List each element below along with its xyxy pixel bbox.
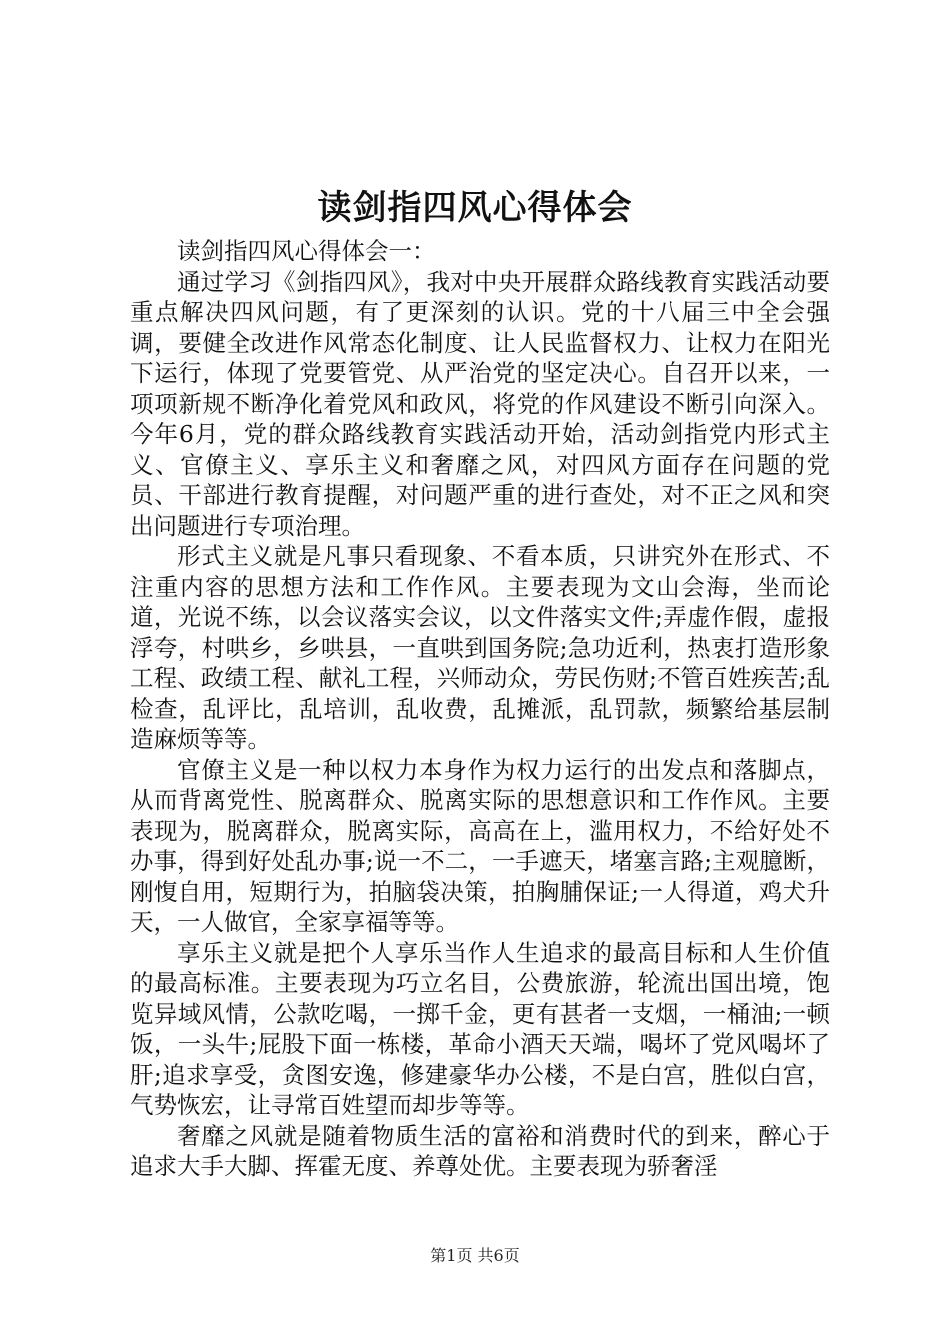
document-title: 读剑指四风心得体会	[317, 188, 633, 228]
paragraph: 形式主义就是凡事只看现象、不看本质，只讲究外在形式、不注重内容的思想方法和工作作风。主要表现为文山会海，坐而论道，光说不练，以会议落实会议，以文件落实文件;弄虚作假，虚报浮夸，村哄乡，乡哄县，一直哄到国务院;急功近利，热衷打造形象工程、政绩工程、献礼工程，兴师动众，劳民伤财;不管百姓疾苦;乱检查，乱评比，乱培训，乱收费，乱摊派，乱罚款，频繁给基层制造麻烦等等。	[130, 542, 830, 753]
paragraph: 通过学习《剑指四风》，我对中央开展群众路线教育实践活动要重点解决四风问题，有了更深刻的认识。党的十八届三中全会强调，要健全改进作风常态化制度、让人民监督权力、让权力在阳光下运行，体现了党要管党、从严治党的坚定决心。自召开以来，一项项新规不断净化着党风和政风，将党的作风建设不断引向深入。今年6月，党的群众路线教育实践活动开始，活动剑指党内形式主义、官僚主义、享乐主义和奢靡之风，对四风方面存在问题的党员、干部进行教育提醒，对问题严重的进行查处，对不正之风和突出问题进行专项治理。	[130, 267, 830, 540]
page-footer: 第1页 共6页	[430, 1246, 520, 1265]
paragraph-heading: 读剑指四风心得体会一：	[177, 237, 436, 265]
paragraph: 官僚主义是一种以权力本身作为权力运行的出发点和落脚点，从而背离党性、脱离群众、脱离实际的思想意识和工作作风。主要表现为，脱离群众，脱离实际，高高在上，滥用权力，不给好处不办事，得到好处乱办事;说一不二，一手遮天，堵塞言路;主观臆断，刚愎自用，短期行为，拍脑袋决策，拍胸脯保证;一人得道，鸡犬升天，一人做官，全家享福等等。	[130, 755, 830, 936]
paragraph: 享乐主义就是把个人享乐当作人生追求的最高目标和人生价值的最高标准。主要表现为巧立名目，公费旅游，轮流出国出境，饱览异域风情，公款吃喝，一掷千金，更有甚者一支烟，一桶油;一顿饭，一头牛;屁股下面一栋楼，革命小酒天天端，喝坏了党风喝坏了肝;追求享受，贪图安逸，修建豪华办公楼，不是白宫，胜似白宫，气势恢宏，让寻常百姓望而却步等等。	[130, 938, 830, 1119]
paragraph: 奢靡之风就是随着物质生活的富裕和消费时代的到来，醉心于追求大手大脚、挥霍无度、养尊处优。主要表现为骄奢淫	[130, 1121, 830, 1180]
document-body	[130, 236, 830, 1182]
